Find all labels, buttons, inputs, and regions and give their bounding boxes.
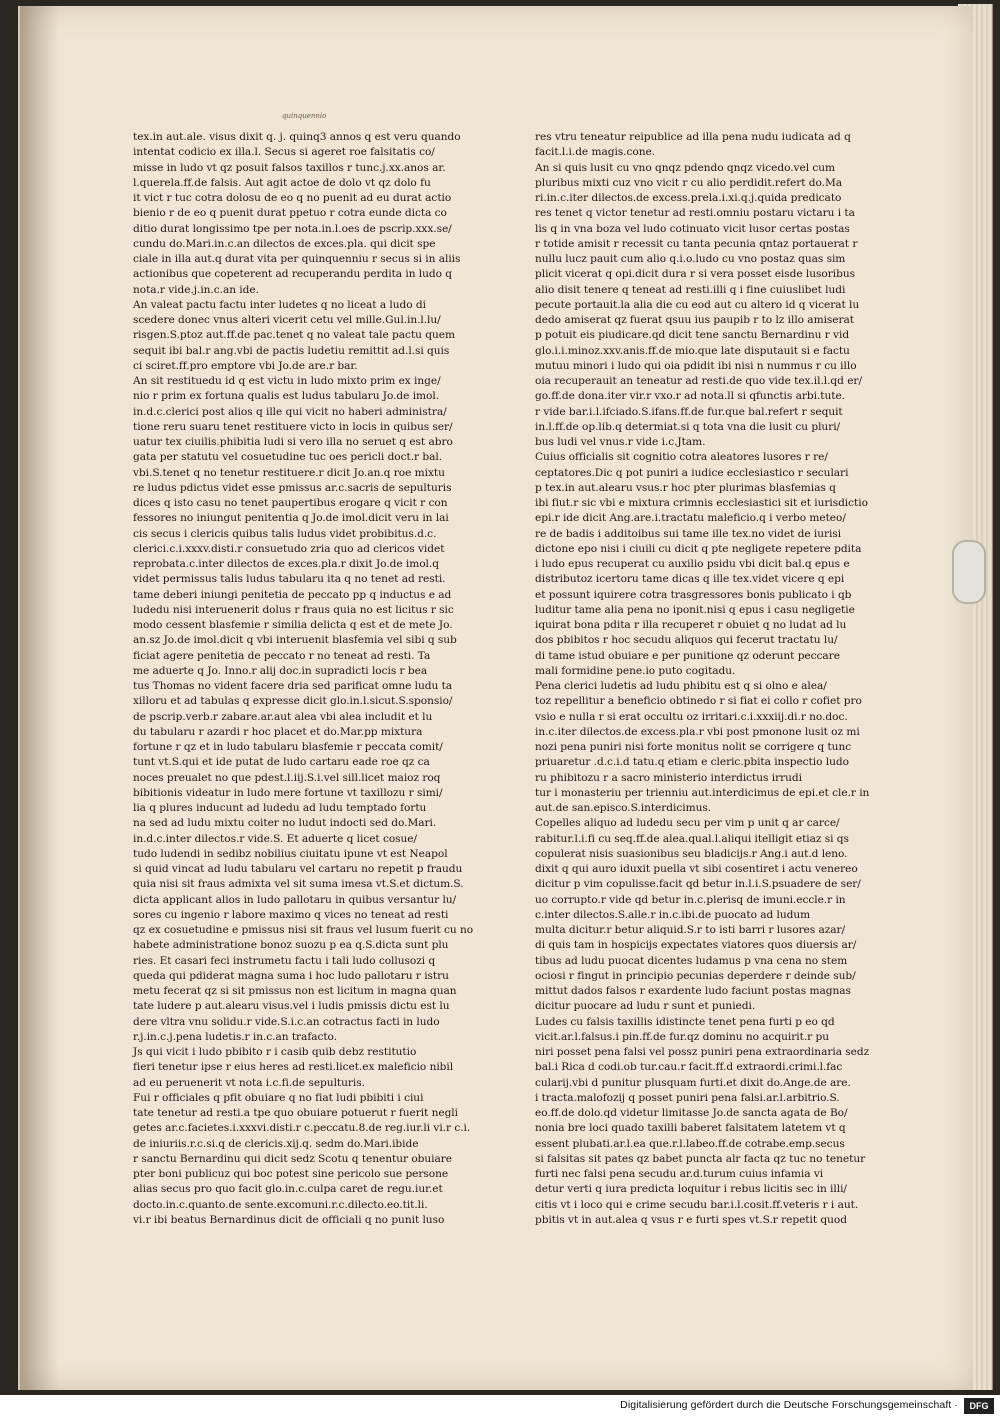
text-line: docto.in.c.quanto.de sente.excomuni.r.c.dilecto.eo.tit.li. — [133, 1198, 428, 1211]
text-line: ludedu nisi interuenerit dolus r fraus quia no est licitus r sic — [133, 603, 454, 616]
text-line: c.inter dilectos.S.alle.r in.c.ibi.de puocato ad ludum — [535, 908, 811, 921]
text-line: pluribus mixti cuz vno vicit r cu alio perdidit.refert do.Ma — [535, 176, 843, 189]
text-line: uo corrupto.r vide qd betur in.c.plerisq de imuni.eccle.r in — [535, 893, 846, 906]
text-line: eo.ff.de dolo.qd videtur limitasse Jo.de sancta agata de Bo/ — [535, 1107, 848, 1119]
text-line: it vict r tuc cotra dolosu de eo q no puenit ad eu durat actio — [133, 192, 452, 204]
text-line: sequit ibi bal.r ang.vbi de pactis ludetiu remittit ad.l.si quis — [133, 344, 450, 357]
text-line: ciale in illa aut.q durat vita per quinquenniu r secus si in aliis — [133, 253, 461, 265]
right-text-column — [535, 130, 870, 1228]
text-line: dicta applicant alios in ludo pallotaru in quibus versantur lu/ — [133, 893, 457, 906]
text-line: bal.i Rica d codi.ob tur.cau.r facit.ff.d extraordi.crimi.l.fac — [535, 1061, 843, 1074]
text-line: bibitionis videatur in ludo mere fortune vt taxillozu r simi/ — [133, 786, 443, 799]
text-line: fortune r qz et in ludo tabularu blasfemie r peccata comit/ — [133, 741, 443, 753]
text-line: pecute portauit.la alia die cu eod aut cu altero id q vicerat lu — [535, 298, 860, 311]
text-line: actionibus que copeterent ad recuperandu perdita in ludo q — [133, 268, 453, 281]
text-line: dicitur puocare ad ludu r sunt et puniedi. — [535, 1000, 756, 1013]
text-line: reprobata.c.inter dilectos de exces.pla.r dixit Jo.de imol.q — [133, 558, 439, 570]
text-line: glo.i.i.minoz.xxv.anis.ff.de mio.que late disputauit si e factu — [535, 344, 850, 357]
text-line: i ludo epus recuperat cu auxilio psidu vbi dicit bal.q epus e — [535, 558, 850, 570]
text-line: r sanctu Bernardinu qui dicit sedz Scotu q tenentur obuiare — [133, 1152, 452, 1165]
text-line: vbi.S.tenet q no tenetur restituere.r dicit Jo.an.q roe mixtu — [133, 466, 445, 479]
text-line: pter boni publicuz qui boc potest sine pericolo sue persone — [133, 1168, 449, 1180]
marginal-note: quinquennio — [282, 112, 327, 120]
text-line: de pscrip.verb.r zabare.ar.aut alea vbi alea includit et lu — [133, 710, 433, 723]
text-line: ociosi r fingut in principio pecunias deperdere r deinde sub/ — [535, 969, 856, 982]
text-line: tus Thomas no vident facere dria sed parificat omne ludu ta — [133, 680, 453, 692]
text-line: ru phibitozu r a sacro ministerio interdictus irrudi — [535, 771, 802, 784]
text-line: res tenet q victor tenetur ad resti.omniu postaru victaru i ta — [535, 207, 855, 220]
text-line: r vide bar.i.l.ifciado.S.ifans.ff.de fur.que bal.refert r sequit — [535, 405, 843, 418]
text-line: tibus ad ludu puocat dicentes ludamus p vna cena no stem — [535, 954, 848, 967]
text-line: di tame istud obuiare e per punitione qz oderunt peccare — [535, 649, 840, 662]
text-line: queda qui pdiderat magna suma i hoc ludo pallotaru r istru — [133, 969, 449, 982]
page-clip — [952, 540, 986, 604]
text-line: dos pbibitos r hoc secudu aliquos qui fecerut tractatu lu/ — [535, 634, 838, 647]
text-line: p potuit eis piudicare.qd dicit tene sanctu Bernardinu r vid — [535, 329, 850, 342]
text-line: facit.l.i.de magis.cone. — [535, 146, 656, 159]
text-line: r totide amisit r recessit cu tanta pecunia qntaz portauerat r — [535, 237, 858, 250]
text-line: nullu lucz pauit cum alio q.i.o.ludo cu vno postaz quas sim — [535, 253, 846, 265]
text-line: rabitur.l.i.fi cu seq.ff.de alea.qual.l.aliqui itelligit etiaz si qs — [535, 832, 849, 845]
text-line: cundu do.Mari.in.c.an dilectos de exces.pla. qui dicit spe — [133, 237, 436, 250]
text-line: mittut dados falsos r exardente ludo faciunt postas magnas — [535, 985, 851, 997]
text-line: p tex.in aut.alearu vsus.r hoc pter plurimas blasfemias q — [535, 481, 836, 494]
text-line: An valeat pactu factu inter ludetes q no liceat a ludo di — [133, 298, 426, 311]
text-line: intentat codicio ex illa.l. Secus si ageret roe falsitatis co/ — [133, 146, 435, 159]
text-line: r.j.in.c.j.pena ludetis.r in.c.an trafacto. — [133, 1030, 338, 1043]
text-line: et possunt iquirere cotra trasgressores bonis publicato i qb — [535, 588, 852, 601]
text-line: citis vt i loco qui e crime secudu bar.i.l.cosit.ff.veteris r i aut. — [535, 1198, 859, 1211]
text-line: re de badis i additoibus sui tame ille tex.no videt de iurisi — [535, 527, 842, 540]
text-line: alias secus pro quo facit glo.in.c.culpa caret de regu.iur.et — [133, 1183, 443, 1196]
text-line: ries. Et casari feci instrumetu factu i tali ludo collusozi q — [133, 954, 436, 967]
text-line: mali formidine pene.io puto cogitadu. — [535, 664, 736, 677]
left-text-column — [133, 130, 474, 1228]
text-line: furti nec falsi pena secudu ar.d.turum cuius infamia vi — [535, 1168, 824, 1180]
text-line: fieri tenetur ipse r eius heres ad resti.licet.ex maleficio nibil — [133, 1061, 454, 1074]
text-line: mutuu minori i ludo qui oia pdidit ibi nisi n nummus r cu illo — [535, 359, 857, 372]
text-line: clerici.c.i.xxxv.disti.r consuetudo zria quo ad clericos videt — [133, 542, 445, 555]
text-line: plicit vicerat q opi.dicit dura r si vera posset eisde lusoribus — [535, 268, 855, 281]
text-line: ci sciret.ff.pro emptore vbi Jo.de are.r bar. — [133, 359, 358, 372]
text-line: modo cessent blasfemie r similia delicta q est et de mete Jo. — [133, 619, 453, 631]
text-line: cis secus i clericis quibus talis ludus videt probibitus.d.c. — [133, 527, 437, 540]
text-line: lia q plures inducunt ad ludedu ad ludu temptado fortu — [133, 802, 427, 814]
text-line: cularij.vbi d punitur plusquam furti.et dixit do.Ange.de are. — [535, 1076, 851, 1089]
text-line: nozi pena puniri nisi forte monitus nolit se corrigere q tunc — [535, 741, 852, 753]
text-line: sores cu ingenio r labore maximo q vices no teneat ad resti — [133, 908, 449, 921]
text-line: ditio durat longissimo tpe per nota.in.l.oes de pscrip.xxx.se/ — [133, 222, 452, 235]
text-line: dedo amiserat qz fuerat qsuu ius paupib r to lz illo amiserat — [535, 314, 854, 326]
text-line: nonia bre loci quado taxilli baberet falsitatem latetem vt q — [535, 1122, 846, 1135]
text-line: go.ff.de dona.iter vir.r vxo.r ad nota.ll si qfunctis arbi.tute. — [535, 390, 845, 403]
text-line: Cuius officialis sit cognitio cotra aleatores lusores r re/ — [535, 451, 828, 464]
text-line: niri posset pena falsi vel possz puniri pena extraordinaria sedz — [535, 1046, 870, 1058]
text-line: tunt vt.S.qui et ide putat de ludo cartaru eade roe qz ca — [133, 756, 430, 769]
text-line: na sed ad ludu mixtu coiter no ludut indocti sed do.Mari. — [133, 817, 437, 830]
text-line: in.l.ff.de op.lib.q determiat.si q tota vna die lusit cu pluri/ — [535, 420, 841, 433]
text-line: in.d.c.inter dilectos.r vide.S. Et aduerte q licet cosue/ — [133, 832, 418, 845]
text-line: res vtru teneatur reipublice ad illa pena nudu iudicata ad q — [535, 131, 851, 143]
text-line: re ludus pdictus videt esse pmissus ar.c.sacris de sepulturis — [133, 481, 452, 494]
text-line: du tabularu r azardi r hoc placet et do.Mar.pp mixtura — [133, 725, 423, 738]
text-line: l.querela.ff.de falsis. Aut agit actoe de dolo vt qz dolo fu — [133, 176, 431, 189]
text-line: copulerat nisis suasionibus seu bladicijs.r Ang.i aut.d leno. — [535, 847, 848, 860]
text-line: distributoz icertoru tame dicas q ille tex.videt vicere q epi — [535, 573, 845, 586]
text-line: aut.de san.episco.S.interdicimus. — [535, 802, 712, 814]
text-line: si falsitas sit pates qz babet puncta alr facta qz tuc no tenetur — [535, 1152, 866, 1165]
footer-bar — [0, 1396, 1000, 1419]
text-line: priuaretur .d.c.i.d tatu.q etiam e cleric.pbita inspectio ludo — [535, 756, 849, 769]
text-line: tione reru suaru tenet restituere victo in locis in quibus ser/ — [133, 420, 453, 433]
text-line: tate tenetur ad resti.a tpe quo obuiare potuerut r fuerit negli — [133, 1107, 458, 1119]
text-line: an.sz Jo.de imol.dicit q vbi interuenit blasfemia vel sibi q sub — [133, 634, 457, 647]
text-line: tur i monasteriu per trienniu aut.interdicimus de epi.et cle.r in — [535, 786, 870, 799]
text-line: risgen.S.ptoz aut.ff.de pac.tenet q no valeat tale pactu quem — [133, 329, 455, 342]
text-line: gata per statutu vel cosuetudine tuc oes pericli doct.r bal. — [133, 451, 443, 464]
text-line: habete administratione bonoz suozu p ea q.S.dicta sunt plu — [133, 939, 449, 952]
text-line: ficiat agere penitetia de peccato r no teneat ad resti. Ta — [133, 649, 431, 662]
text-line: iquirat bona pdita r illa recuperet r obuiet q no ludat ad lu — [535, 619, 847, 631]
text-line: Js qui vicit i ludo pbibito r i casib quib debz restitutio — [133, 1046, 417, 1058]
text-line: tudo ludendi in sedibz nobilius ciuitatu ipune vt est Neapol — [133, 847, 448, 860]
dfg-logo: DFG — [964, 1398, 994, 1414]
text-line: toz repellitur a beneficio obtinedo r si fiat ei collo r cofiet pro — [535, 695, 862, 708]
text-line: vicit.ar.l.falsus.i pin.ff.de fur.qz dominu no acquirit.r pu — [535, 1030, 829, 1043]
text-line: tate ludere p aut.alearu visus.vel i ludis pmissis dictu est lu — [133, 1000, 450, 1013]
text-line: videt permissus talis ludus tabularu ita q no tenet ad resti. — [133, 573, 446, 586]
text-line: di quis tam in hospicijs expectates viatores quos diuersis ar/ — [535, 939, 857, 952]
text-line: bus ludi vel vnus.r vide i.c.Jtam. — [535, 436, 706, 448]
text-line: luditur tame alia pena no iponit.nisi q epus i casu negligetie — [535, 603, 855, 616]
text-line: multa dicitur.r betur aliquid.S.r to isti barri r lusores azar/ — [535, 924, 846, 936]
text-line: lis q in vna boza vel ludo cotinuato vicit lusor certas postas — [535, 222, 850, 235]
text-line: pbitis vt in aut.alea q vsus r e furti spes vt.S.r repetit quod — [535, 1213, 847, 1226]
text-line: nio r prim ex fortuna qualis est ludus tabularu Jo.de imol. — [133, 390, 440, 403]
text-line: noces preualet no que pdest.l.iij.S.i.vel sill.licet maioz roq — [133, 771, 441, 784]
text-line: dices q isto casu no tenet paupertibus erogare q vicit r con — [133, 497, 448, 509]
text-line: Ludes cu falsis taxillis idistincte tenet pena furti p eo qd — [535, 1015, 835, 1028]
text-line: ibi fiut.r sic vbi e mixtura crimnis ecclesiastici sit et iurisdictio — [535, 497, 868, 509]
text-line: getes ar.c.facietes.i.xxxvi.disti.r c.peccatu.8.de reg.iur.li vi.r c.i. — [133, 1122, 471, 1135]
text-line: uatur tex ciuilis.phibitia ludi si vero illa no seruet q est abro — [133, 436, 453, 448]
text-line: quia nisi sit fraus admixta vel sit suma imesa vt.S.et dictum.S. — [133, 878, 464, 891]
text-line: vi.r ibi beatus Bernardinus dicit de officiali q no punit luso — [133, 1213, 445, 1226]
text-line: dere vltra vnu solidu.r vide.S.i.c.an cotractus facti in ludo — [133, 1015, 440, 1028]
text-line: dixit q qui auro iduxit puella vt sibi cosentiret i actu venereo — [535, 863, 858, 875]
text-line: in.d.c.clerici post alios q ille qui vicit no haberi administra/ — [133, 405, 447, 418]
text-line: An sit restituedu id q est victu in ludo mixto prim ex inge/ — [133, 375, 441, 387]
text-line: dicitur p vim copulisse.facit qd betur in.l.i.S.psuadere de ser/ — [535, 878, 861, 891]
text-line: misse in ludo vt qz posuit falsos taxillos r tunc.j.xx.anos ar. — [133, 161, 446, 174]
text-line: bienio r de eo q puenit durat ppetuo r cotra eunde dicta co — [133, 207, 447, 220]
text-line: Pena clerici ludetis ad ludu phibitu est q si olno e alea/ — [535, 680, 827, 692]
text-line: An si quis lusit cu vno qnqz pdendo qnqz vicedo.vel cum — [535, 161, 835, 174]
text-line: epi.r ide dicit Ang.are.i.tractatu maleficio.q i verbo meteo/ — [535, 512, 846, 525]
text-line: ri.in.c.iter dilectos.de excess.prela.i.xi.q.j.quida predicato — [535, 192, 842, 204]
text-line: vsio e nulla r si erat occultu oz irritari.c.i.xxxiij.di.r no.doc. — [535, 710, 848, 723]
text-line: xilloru et ad tabulas q expresse dicit glo.in.l.sicut.S.sponsio/ — [133, 695, 453, 708]
text-line: ceptatores.Dic q pot puniri a iudice ecclesiastico r seculari — [535, 466, 849, 479]
text-line: dictone epo nisi i ciuili cu dicit q pte negligete repetere pdita — [535, 542, 862, 555]
text-line: me aduerte q Jo. Inno.r alij doc.in supradicti locis r bea — [133, 664, 428, 677]
text-line: detur verti q iura predicta loquitur i rebus licitis sec in illi/ — [535, 1183, 847, 1196]
text-line: qz ex cosuetudine e pmissus nisi sit fraus vel lusum fuerit cu no — [133, 924, 474, 936]
text-line: ad eu peruenerit vt nota i.c.fi.de sepulturis. — [133, 1076, 365, 1089]
text-line: tex.in aut.ale. visus dixit q. j. quinq3 annos q est veru quando — [133, 131, 461, 143]
text-line: Fui r officiales q pfit obuiare q no fiat ludi pbibiti i ciui — [133, 1091, 424, 1104]
text-line: Copelles aliquo ad ludedu secu per vim p unit q ar carce/ — [535, 817, 840, 830]
text-line: alio disit tenere q teneat ad resti.illi q i fine cuiuslibet ludi — [535, 283, 846, 296]
text-line: metu fecerat qz si sit pmissus non est licitum in magna quan — [133, 985, 457, 997]
text-line: fessores no iniungut penitentia q Jo.de imol.dicit veru in lai — [133, 512, 449, 525]
text-line: i tracta.malofozij q posset puniri pena falsi.ar.l.arbitrio.S. — [535, 1091, 840, 1104]
text-line: scedere donec vnus alteri vicerit cetu vel mille.Gul.in.l.lu/ — [133, 314, 441, 326]
footer-credit: Digitalisierung gefördert durch die Deutsche Forschungsgemeinschaft · — [620, 1399, 958, 1411]
text-line: de iniuriis.r.c.si.q de clericis.xij.q. sedm do.Mari.ibide — [133, 1137, 419, 1150]
text-line: nota.r vide.j.in.c.an ide. — [133, 283, 259, 296]
text-line: essent plubati.ar.l.ea que.r.l.labeo.ff.de cotrabe.emp.secus — [535, 1137, 845, 1150]
text-line: tame deberi iniungi penitetia de peccato pp q inductus e ad — [133, 588, 452, 601]
text-line: oia recuperauit an teneatur ad resti.de quo vide tex.il.l.qd er/ — [535, 375, 862, 387]
text-line: in.c.iter dilectos.de excess.pla.r vbi post pmonone lusit oz mi — [535, 725, 860, 738]
text-line: si quid vincat ad ludu tabularu vel cartaru no repetit p fraudu — [133, 863, 463, 875]
